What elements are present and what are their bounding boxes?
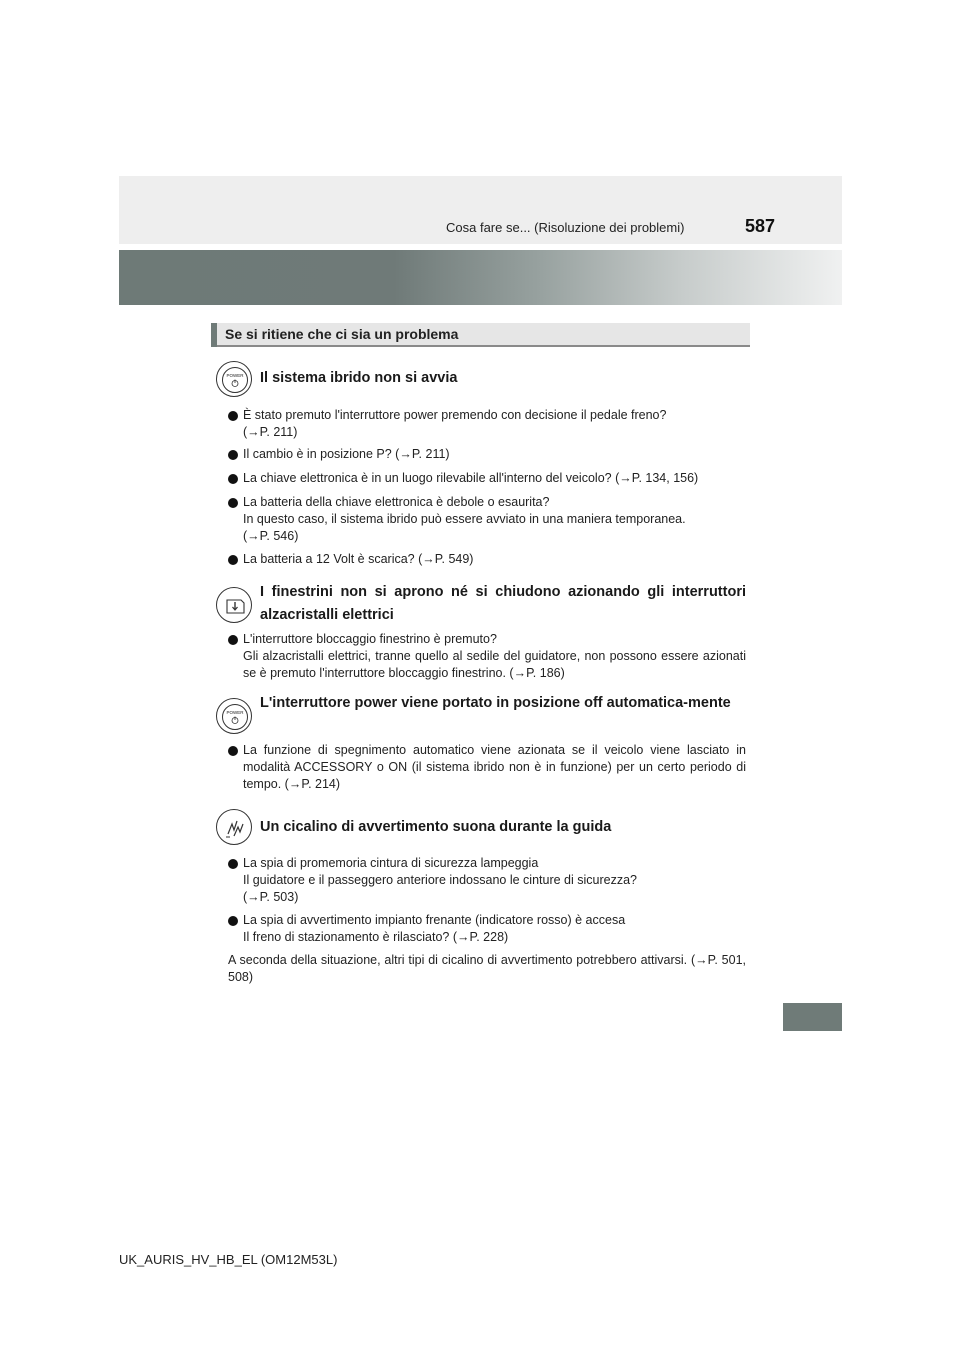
list-item — [228, 551, 746, 568]
section-title: Se si ritiene che ci sia un problema — [225, 326, 459, 342]
bullet-line: (→P. 211) — [243, 425, 298, 439]
list-item — [228, 494, 746, 545]
topic-heading-hybrid-start: Il sistema ibrido non si avvia — [260, 370, 458, 386]
bullet-line: La chiave elettronica è in un luogo rilevabile all'interno del veicolo? (→P. 134, 156) — [243, 471, 699, 485]
page-number: 587 — [745, 216, 776, 236]
bullet-icon — [228, 411, 238, 421]
chapter-banner — [119, 250, 842, 305]
warning-buzzer-icon — [216, 809, 252, 845]
bullet-line: L'interruttore bloccaggio finestrino è premuto? — [243, 632, 497, 646]
bullet-line: È stato premuto l'interruttore power premendo con decisione il pedale freno? — [243, 408, 667, 422]
footer-code: UK_AURIS_HV_HB_EL (OM12M53L) — [119, 1252, 338, 1267]
topic-heading-windows: I finestrini non si aprono né si chiudono azionando gli interruttori alzacristalli elettrici — [260, 584, 746, 623]
bullet-line: (→P. 546) — [243, 529, 299, 543]
bullet-line: Il guidatore e il passeggero anteriore indossano le cinture di sicurezza? — [243, 873, 637, 887]
bullet-icon — [228, 474, 238, 484]
power-button-icon — [216, 361, 252, 397]
bullet-icon — [228, 498, 238, 508]
buzzer-note: A seconda della situazione, altri tipi di cicalino di avvertimento potrebbero attivarsi. (→P. 501, 508) — [228, 953, 746, 984]
list-item — [228, 470, 746, 487]
svg-text:POWER: POWER — [226, 373, 244, 378]
list-item — [228, 446, 746, 463]
bullet-icon — [228, 746, 238, 756]
bullet-line: Il freno di stazionamento è rilasciato? (→P. 228) — [243, 930, 509, 944]
chapter-side-tab — [783, 1003, 842, 1031]
bullet-line: La spia di promemoria cintura di sicurezza lampeggia — [243, 856, 539, 870]
section-accent — [211, 323, 217, 347]
bullet-line: Gli alzacristalli elettrici, tranne quello al sedile del guidatore, non possono essere azionati se è premuto l'interruttore bloccaggio finestrino. (→P. 186) — [243, 649, 746, 680]
section-heading — [211, 323, 750, 347]
svg-text:POWER: POWER — [226, 710, 244, 715]
power-button-icon — [216, 698, 252, 734]
window-switch-icon — [216, 587, 252, 623]
bullet-icon — [228, 555, 238, 565]
bullet-line: La batteria a 12 Volt è scarica? (→P. 549) — [243, 552, 474, 566]
bullet-line: La funzione di spegnimento automatico viene azionata se il veicolo viene lasciato in modalità ACCESSORY o ON (il sistema ibrido non è in funzione) per un certo periodo di tempo. (→P. 214) — [243, 743, 746, 791]
bullet-line: (→P. 503) — [243, 890, 299, 904]
bullet-line: Il cambio è in posizione P? (→P. 211) — [243, 447, 450, 461]
header-title: Cosa fare se... (Risoluzione dei problemi) — [446, 220, 685, 235]
list-item — [228, 407, 746, 441]
bullet-icon — [228, 916, 238, 926]
bullet-line: In questo caso, il sistema ibrido può essere avviato in una maniera temporanea. — [243, 512, 686, 526]
bullet-icon — [228, 635, 238, 645]
bullet-line: La spia di avvertimento impianto frenante (indicatore rosso) è accesa — [243, 913, 626, 927]
bullet-icon — [228, 859, 238, 869]
topic-heading-auto-off: L'interruttore power viene portato in posizione off automatica-mente — [260, 695, 731, 711]
list-item — [228, 742, 746, 793]
bullet-icon — [228, 450, 238, 460]
topic-heading-buzzer: Un cicalino di avvertimento suona durante la guida — [260, 819, 612, 835]
list-item — [228, 631, 746, 682]
bullet-line: La batteria della chiave elettronica è debole o esaurita? — [243, 495, 550, 509]
list-item — [228, 855, 746, 906]
list-item — [228, 912, 746, 946]
